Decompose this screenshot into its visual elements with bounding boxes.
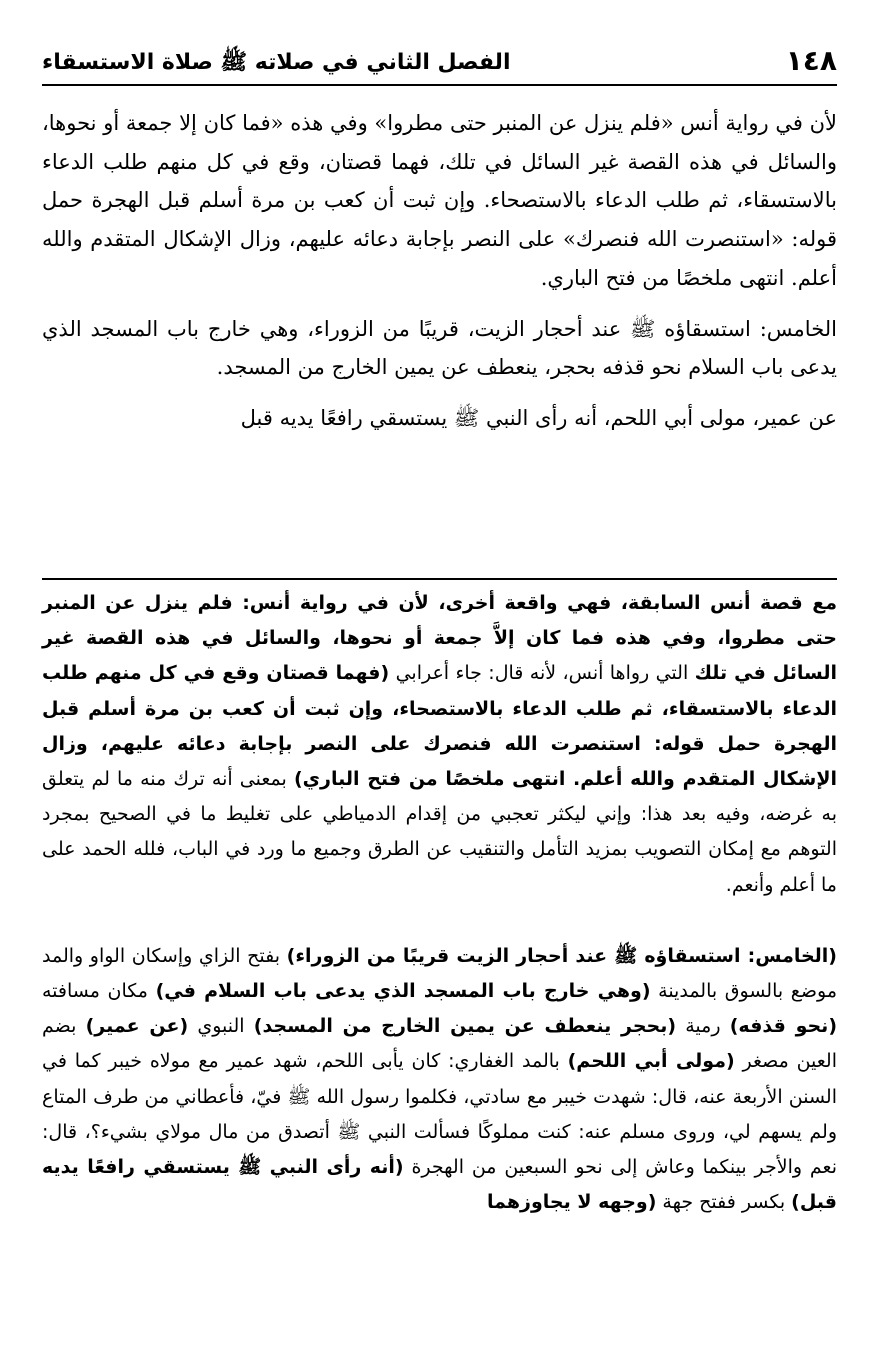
commentary-bold-span: (بحجر ينعطف عن يمين الخارج من المسجد) (253, 1015, 677, 1038)
commentary-bold-span: (نحو قذفه) (729, 1015, 837, 1038)
commentary-span: النبوي (188, 1015, 254, 1038)
commentary-span: بمعنى أنه ترك منه ما لم يتعلق به غرضه، وفيه بعد هذا: وإني ليكثر تعجبي من إقدام الدمياطي على تغليط ما في الصحيح بمجرد التوهم مع إمكان التصويب بمزيد التأمل والتنقيب عن الطرق وجميع ما ورد في الباب، فلله الحمد على ما أعلم وأنعم. (42, 768, 837, 896)
commentary-span: رمية (676, 1015, 730, 1038)
commentary-span: مكان مسافته (42, 980, 156, 1003)
commentary-bold-span: (عن عمير) (85, 1015, 189, 1038)
commentary-bold-span: (الخامس: استسقاؤه ﷺ عند أحجار الزيت قريبًا من الزوراء) (286, 944, 837, 967)
main-text (42, 104, 837, 438)
main-paragraph-3: عن عمير، مولى أبي اللحم، أنه رأى النبي ﷺ يستسقي رافعًا يديه قبل (240, 405, 837, 430)
commentary-span: التي رواها أنس، لأنه قال: جاء أعرابي (389, 662, 695, 685)
commentary-text (42, 586, 837, 1220)
commentary-bold-span: (وجهه لا يجاوزهما (487, 1191, 657, 1214)
header-rule (42, 84, 837, 86)
commentary-bold-span: (مولى أبي اللحم) (567, 1050, 735, 1073)
commentary-bold-span: (أنه رأى النبي ﷺ يستسقي رافعًا يديه قبل) (42, 1156, 837, 1214)
commentary-bold-span: (فهما قصتان وقع في كل منهم طلب الدعاء بالاستسقاء، ثم طلب الدعاء بالاستصحاء، وإن ثبت أن كعب بن مرة أسلم قبل الهجرة حمل قوله: استنصرت الله فنصرك على النصر بإجابة دعائه عليهم، وزال الإشكال المتقدم والله أعلم. انتهى ملخصًا من فتح الباري) (42, 662, 838, 791)
commentary-span: بفتح الزاي وإسكان الواو والمد موضع بالسوق بالمدينة (42, 944, 838, 1003)
page-header (42, 44, 837, 84)
commentary-bold-span: (وهي خارج باب المسجد الذي يدعى باب السلام في) (155, 980, 651, 1003)
footnote-divider (42, 578, 837, 580)
page-number: ١٤٨ (785, 44, 837, 77)
commentary-paragraph-1 (42, 586, 837, 903)
running-title: الفصل الثاني في صلاته ﷺ صلاة الاستسقاء (42, 50, 511, 75)
commentary-span: بضم العين مصغر (42, 1015, 837, 1073)
commentary-bold-span: مع قصة أنس السابقة، فهي واقعة أخرى، لأن في رواية أنس: فلم ينزل عن المنبر حتى مطروا، وفي هذه فما كان إلاَّ جمعة أو نحوها، والسائل في هذه القصة غير السائل في تلك (42, 592, 837, 685)
commentary-paragraph-2 (42, 939, 837, 1221)
main-paragraph-1: لأن في رواية أنس «فلم ينزل عن المنبر حتى مطروا» وفي هذه «فما كان إلا جمعة أو نحوها، والسائل في هذه القصة غير السائل في تلك، فهما قصتان، وقع في كل منهم طلب الدعاء بالاستسقاء، ثم طلب الدعاء بالاستصحاء. وإن ثبت أن كعب بن مرة أسلم قبل الهجرة حمل قوله: «استنصرت الله فنصرك» على النصر بإجابة دعائه عليهم، وزال الإشكال المتقدم والله أعلم. انتهى ملخصًا من فتح الباري. (42, 111, 837, 290)
main-paragraph-2: الخامس: استسقاؤه ﷺ عند أحجار الزيت، قريبًا من الزوراء، وهي خارج باب المسجد الذي يدعى باب السلام نحو قذفه بحجر، ينعطف عن يمين الخارج من المسجد. (42, 316, 837, 380)
commentary-span: بالمد الغفاري: كان يأبى اللحم، شهد عمير مع مولاه خيبر كما في السنن الأربعة عنه، قال: شهدت خيبر مع سادتي، فكلموا رسول الله ﷺ فيّ، فأعطاني من طرف المتاع ولم يسهم لي، وروى مسلم عنه: كنت مملوكًا فسألت النبي ﷺ أتصدق من مال مولاي بشيء؟، قال: نعم والأجر بينكما وعاش إلى نحو السبعين من الهجرة (42, 1050, 837, 1179)
commentary-span: بكسر ففتح جهة (656, 1191, 792, 1214)
